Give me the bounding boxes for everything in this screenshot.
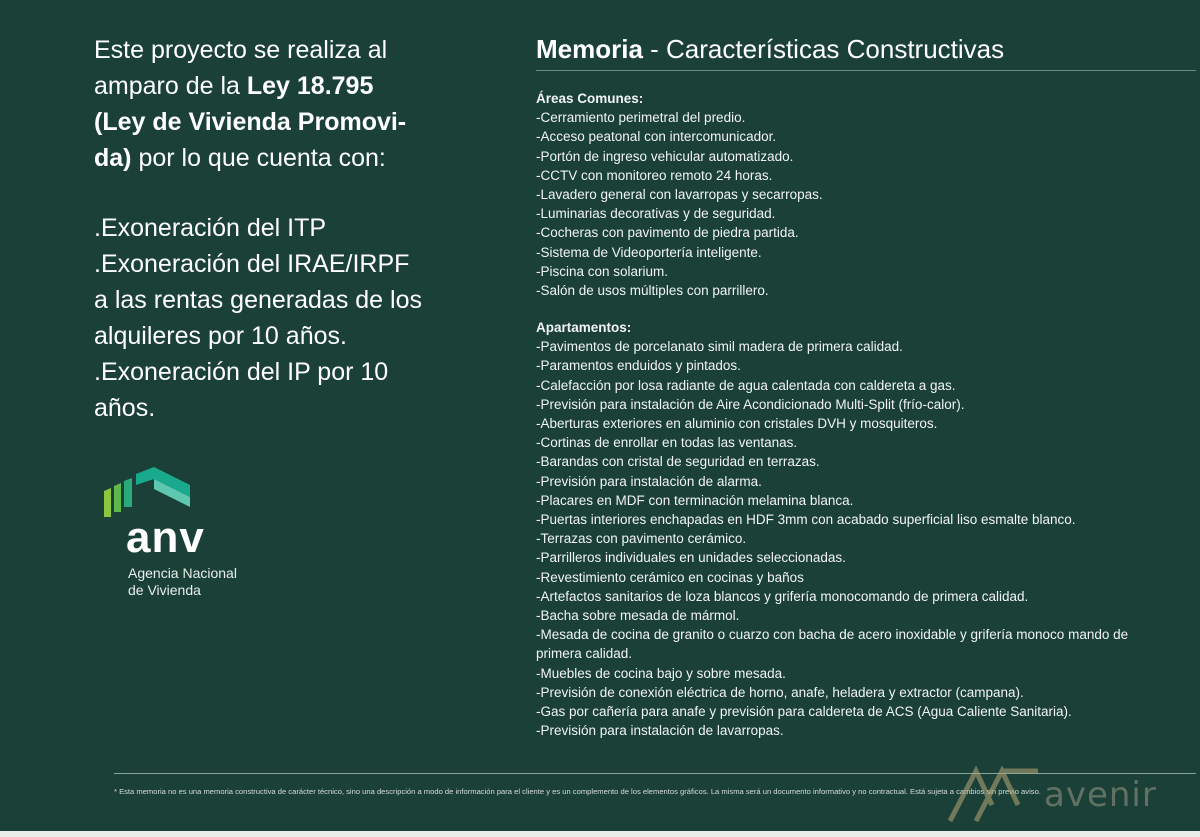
list-item: -Sistema de Videoportería inteligente. bbox=[536, 244, 762, 260]
section-heading: Apartamentos: bbox=[536, 320, 632, 335]
list-item: -Placares en MDF con terminación melamina blanca. bbox=[536, 492, 854, 508]
benefit-line: .Exoneración del IP por 10 bbox=[94, 358, 389, 386]
list-item: -Paramentos enduidos y pintados. bbox=[536, 358, 741, 374]
list-item: -Acceso peatonal con intercomunicador. bbox=[536, 129, 777, 145]
list-item: -Previsión de conexión eléctrica de horno, anafe, heladera y extractor (campana). bbox=[536, 684, 1024, 700]
list-item: -Previsión para instalación de Aire Acondicionado Multi-Split (frío-calor). bbox=[536, 396, 965, 412]
list-item: -Cortinas de enrollar en todas las ventanas. bbox=[536, 435, 798, 451]
avenir-watermark bbox=[946, 765, 1186, 825]
disclaimer-footnote: * Esta memoria no es una memoria constructiva de carácter técnico, sino una descripción a modo de información para el cliente y es un complemento de los elementos gráficos. La misma será un documento informativo y no contractual. Está sujeta a cambios sin previo aviso. bbox=[114, 787, 1041, 796]
apartamentos-section bbox=[536, 318, 1176, 740]
benefit-line: años. bbox=[94, 394, 156, 422]
benefit-line: alquileres por 10 años. bbox=[94, 322, 347, 350]
list-item: -CCTV con monitoreo remoto 24 horas. bbox=[536, 167, 773, 183]
intro-text: Este proyecto se realiza al amparo de la Ley 18.795 (Ley de Vivienda Promovi- da) por lo que cuenta con: bbox=[94, 36, 407, 172]
avenir-logo-icon bbox=[946, 765, 1042, 825]
list-item: -Portón de ingreso vehicular automatizado. bbox=[536, 148, 794, 164]
list-item: -Terrazas con pavimento cerámico. bbox=[536, 531, 747, 547]
left-column bbox=[94, 32, 494, 426]
section-heading: Áreas Comunes: bbox=[536, 91, 644, 106]
logo-wordmark: anv bbox=[126, 513, 205, 562]
list-item: -Parrilleros individuales en unidades seleccionadas. bbox=[536, 550, 846, 566]
benefits-list bbox=[94, 210, 494, 426]
list-item: -Pavimentos de porcelanato simil madera de primera calidad. bbox=[536, 339, 903, 355]
bottom-edge bbox=[0, 831, 1200, 837]
list-item: -Previsión para instalación de alarma. bbox=[536, 473, 762, 489]
law-name: Ley 18.795 bbox=[246, 72, 374, 100]
list-item: -Barandas con cristal de seguridad en terrazas. bbox=[536, 454, 820, 470]
avenir-wordmark: avenir bbox=[1044, 775, 1157, 815]
memoria-title: Memoria - Características Constructivas bbox=[536, 34, 1005, 64]
title-divider bbox=[536, 70, 1196, 71]
list-item: -Piscina con solarium. bbox=[536, 263, 669, 279]
list-item: -Previsión para instalación de lavarropas. bbox=[536, 723, 784, 739]
logo-subtitle: Agencia Nacional de Vivienda bbox=[128, 565, 237, 598]
list-item: -Cocheras con pavimento de piedra partida. bbox=[536, 225, 799, 241]
list-item: -Revestimiento cerámico en cocinas y baños bbox=[536, 569, 804, 585]
memoria-header bbox=[536, 32, 1186, 66]
list-item: -Salón de usos múltiples con parrillero. bbox=[536, 283, 769, 299]
list-item: -Calefacción por losa radiante de agua calentada con caldereta a gas. bbox=[536, 377, 956, 393]
list-item: -Luminarias decorativas y de seguridad. bbox=[536, 206, 776, 222]
list-item: -Gas por cañería para anafe y previsión para caldereta de ACS (Agua Caliente Sanitaria). bbox=[536, 704, 1072, 720]
areas-comunes-section bbox=[536, 89, 1176, 300]
list-item: -Cerramiento perimetral del predio. bbox=[536, 110, 746, 126]
list-item: -Puertas interiores enchapadas en HDF 3mm con acabado superficial liso esmalte blanco. bbox=[536, 512, 1076, 528]
benefit-line: a las rentas generadas de los bbox=[94, 286, 422, 314]
anv-logo bbox=[104, 465, 284, 605]
list-item: -Artefactos sanitarios de loza blancos y grifería monocomando de primera calidad. bbox=[536, 588, 1029, 604]
benefit-line: .Exoneración del IRAE/IRPF bbox=[94, 250, 410, 278]
list-item: -Lavadero general con lavarropas y secarropas. bbox=[536, 187, 823, 203]
list-item: -Muebles de cocina bajo y sobre mesada. bbox=[536, 665, 786, 681]
benefit-line: .Exoneración del ITP bbox=[94, 214, 327, 242]
list-item: -Bacha sobre mesada de mármol. bbox=[536, 608, 740, 624]
list-item: -Aberturas exteriores en aluminio con cristales DVH y mosquiteros. bbox=[536, 416, 938, 432]
list-item: -Mesada de cocina de granito o cuarzo con bacha de acero inoxidable y grifería monoco mando de primera calidad. bbox=[536, 627, 1129, 662]
